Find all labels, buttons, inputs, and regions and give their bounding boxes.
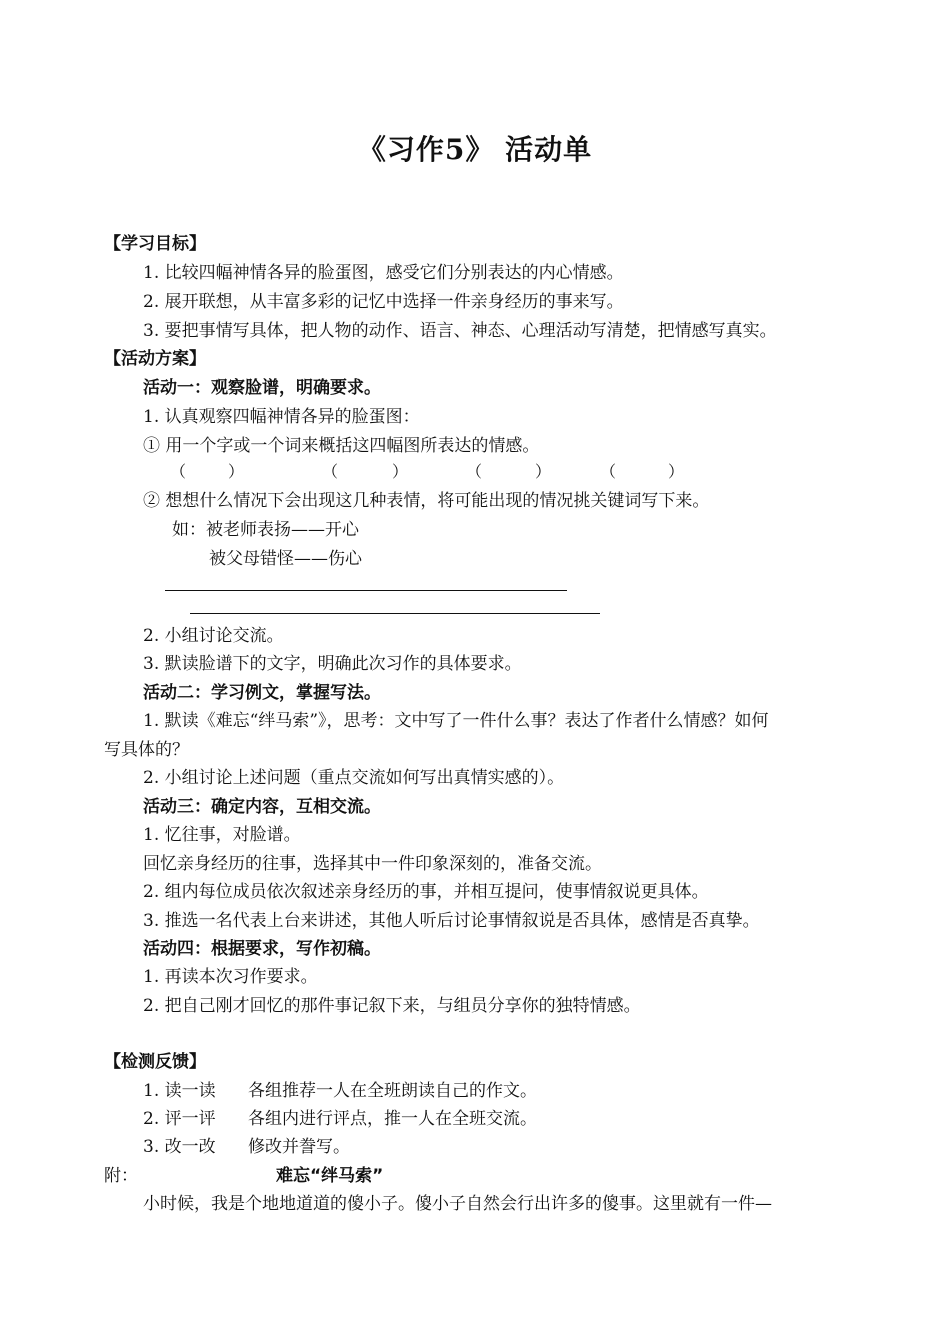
activity3-step1: 1. 忆往事，对脸谱。 [143,825,301,845]
activity1-step2: 2. 小组讨论交流。 [143,626,284,646]
activity1-step1: 1. 认真观察四幅神情各异的脸蛋图： [143,407,420,427]
appendix-title: 难忘“绊马索” [276,1166,384,1186]
paren-close-4: ） [668,462,685,481]
paren-close-2: ） [392,462,409,481]
answer-line-1 [165,590,567,591]
example-2: 被父母错怪——伤心 [209,549,362,569]
feedback-text-3: 修改并誊写。 [248,1137,350,1157]
activity1-step3: 3. 默读脸谱下的文字，明确此次习作的具体要求。 [143,654,522,674]
goal-item-3: 3. 要把事情写具体，把人物的动作、语言、神态、心理活动写清楚，把情感写真实。 [143,321,777,341]
feedback-heading: 【检测反馈】 [104,1052,206,1072]
paren-close-3: ） [535,462,552,481]
activity1-sub1: ① 用一个字或一个词来概括这四幅图所表达的情感。 [143,436,540,456]
activity4-title: 活动四：根据要求，写作初稿。 [143,939,381,959]
activity3-title: 活动三：确定内容，互相交流。 [143,797,381,817]
paren-close-1: ） [228,462,245,481]
activity2-step1-line2: 写具体的？ [104,740,189,760]
goal-item-2: 2. 展开联想，从丰富多彩的记忆中选择一件亲身经历的事来写。 [143,292,624,312]
activity1-title: 活动一：观察脸谱，明确要求。 [143,378,381,398]
activity2-step2: 2. 小组讨论上述问题（重点交流如何写出真情实感的）。 [143,768,565,788]
feedback-label-2: 2. 评一评 [143,1109,216,1129]
page-title: 《习作5》 活动单 [357,133,593,166]
plan-heading: 【活动方案】 [104,349,206,369]
activity3-step1-desc: 回忆亲身经历的往事，选择其中一件印象深刻的，准备交流。 [143,854,602,874]
paren-open-4: （ [600,462,617,481]
activity4-step1: 1. 再读本次习作要求。 [143,967,318,987]
activity2-step1-line1: 1. 默读《难忘“绊马索”》，思考：文中写了一件什么事？表达了作者什么情感？如何 [143,711,769,731]
goal-item-1: 1. 比较四幅神情各异的脸蛋图，感受它们分别表达的内心情感。 [143,263,624,283]
feedback-label-3: 3. 改一改 [143,1137,216,1157]
paren-open-3: （ [466,462,483,481]
answer-line-2 [190,613,600,614]
appendix-text: 小时候，我是个地地道道的傻小子。傻小子自然会行出许多的傻事。这里就有一件— [143,1194,772,1214]
paren-open-1: （ [170,462,187,481]
paren-open-2: （ [322,462,339,481]
activity1-sub2: ② 想想什么情况下会出现这几种表情，将可能出现的情况挑关键词写下来。 [143,491,710,511]
appendix-label: 附： [104,1166,138,1186]
goals-heading: 【学习目标】 [104,234,206,254]
activity4-step2: 2. 把自己刚才回忆的那件事记叙下来，与组员分享你的独特情感。 [143,996,641,1016]
example-1: 如：被老师表扬——开心 [172,520,359,540]
activity3-step2: 2. 组内每位成员依次叙述亲身经历的事，并相互提问，使事情叙说更具体。 [143,882,709,902]
feedback-label-1: 1. 读一读 [143,1081,216,1101]
activity2-title: 活动二：学习例文，掌握写法。 [143,683,381,703]
activity3-step3: 3. 推选一名代表上台来讲述，其他人听后讨论事情叙说是否具体，感情是否真挚。 [143,911,760,931]
feedback-text-1: 各组推荐一人在全班朗读自己的作文。 [248,1081,537,1101]
feedback-text-2: 各组内进行评点，推一人在全班交流。 [248,1109,537,1129]
